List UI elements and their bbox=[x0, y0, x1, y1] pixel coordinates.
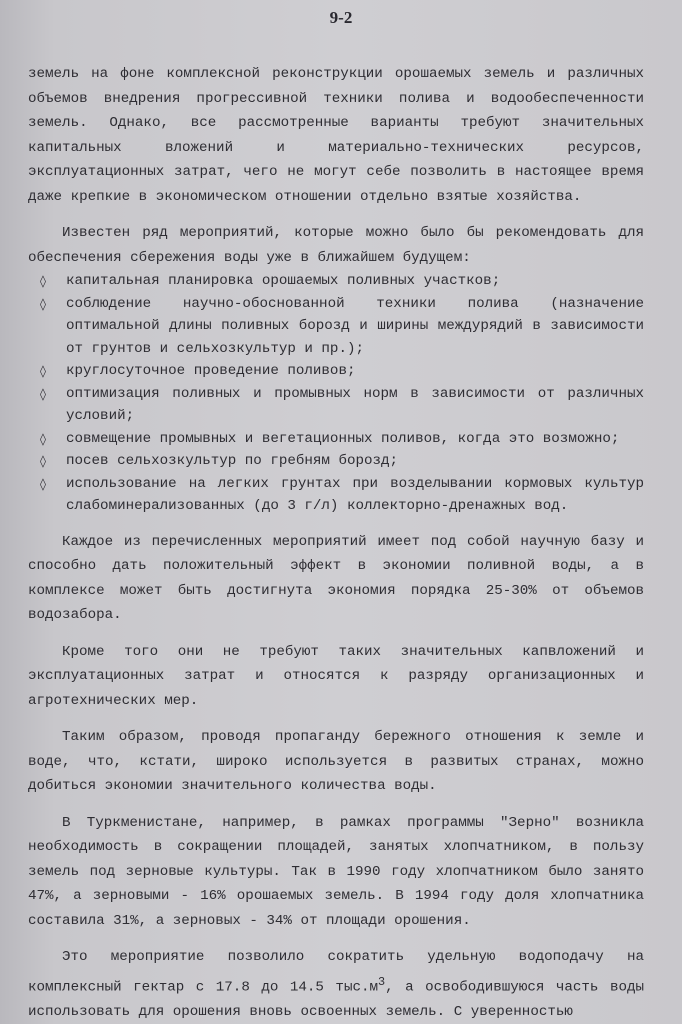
list-item bbox=[28, 360, 644, 383]
paragraph-text: Это мероприятие позволило сократить удельную водоподачу на комплексный гектар с 17.8 до 14.5 тыс.м bbox=[28, 949, 644, 996]
diamond-bullet-icon: ◊ bbox=[40, 431, 46, 446]
list-item-text: соблюдение научно-обоснованной техники полива (назначение оптимальной длины поливных борозд и ширины междурядий в зависимости от грунтов и сельхозкультур и пр.); bbox=[66, 295, 644, 357]
list-item bbox=[28, 383, 644, 428]
list-item-text: использование на легких грунтах при возделывании кормовых культур слабоминерализованных (до 3 г/л) коллекторно-дренажных вод. bbox=[66, 475, 644, 514]
list-item bbox=[28, 450, 644, 473]
diamond-bullet-icon: ◊ bbox=[40, 296, 46, 311]
list-item bbox=[28, 270, 644, 293]
measures-list bbox=[28, 270, 644, 518]
paragraph: земель на фоне комплексной реконструкции орошаемых земель и различных объемов внедрения прогрессивной техники полива и водообеспеченности земель. Однако, все рассмотренные варианты требуют значительных капитальных вложений и материально-технических ресурсов, эксплуатационных затрат, чего не могут себе позволить в настоящее время даже крепкие в экономическом отношении отдельно взятые хозяйства. bbox=[28, 66, 644, 205]
list-item bbox=[28, 293, 644, 361]
paragraph: Кроме того они не требуют таких значительных капвложений и эксплуатационных затрат и относятся к разряду организационных и агротехнических мер. bbox=[28, 643, 644, 709]
page-number: 9-2 bbox=[329, 8, 353, 27]
paragraph-text: , а освободившуюся часть воды использовать для орошения вновь освоенных земель. С уверенностью bbox=[28, 979, 645, 1020]
paragraph: В Туркменистане, например, в рамках программы "Зерно" возникла необходимость в сокращении площадей, занятых хлопчатником, в пользу земель под зерновые культуры. Так в 1990 году хлопчатником было занято 47%, а зерновыми - 16% орошаемых земель. В 1994 году доля хлопчатника составила 31%, а зерновых - 34% от площади орошения. bbox=[28, 814, 644, 929]
list-item-text: круглосуточное проведение поливов; bbox=[66, 363, 356, 379]
list-item bbox=[28, 473, 644, 518]
diamond-bullet-icon: ◊ bbox=[40, 454, 46, 468]
list-item-text: капитальная планировка орошаемых поливных участков; bbox=[66, 273, 501, 289]
diamond-bullet-icon: ◊ bbox=[40, 386, 46, 401]
paragraph bbox=[28, 945, 644, 1024]
document-body bbox=[28, 62, 644, 1024]
list-item-text: посев сельхозкультур по гребням борозд; bbox=[66, 453, 399, 469]
paragraph: Известен ряд мероприятий, которые можно было бы рекомендовать для обеспечения сбережения воды уже в ближайшем будущем: bbox=[28, 225, 644, 266]
superscript-exponent: 3 bbox=[378, 974, 386, 989]
paragraph: Каждое из перечисленных мероприятий имеет под собой научную базу и способно дать положительный эффект в экономии поливной воды, а в комплексе может быть достигнута экономия порядка 25-30% от объемов водозабора. bbox=[28, 533, 644, 623]
paragraph: Таким образом, проводя пропаганду бережного отношения к земле и воде, что, кстати, широко используется в развитых странах, можно добиться экономии значительного количества воды. bbox=[28, 729, 644, 794]
list-item-text: совмещение промывных и вегетационных поливов, когда это возможно; bbox=[66, 430, 620, 447]
diamond-bullet-icon: ◊ bbox=[40, 274, 46, 288]
list-item bbox=[28, 428, 644, 451]
diamond-bullet-icon: ◊ bbox=[40, 364, 46, 378]
diamond-bullet-icon: ◊ bbox=[40, 476, 46, 491]
list-item-text: оптимизация поливных и промывных норм в зависимости от различных условий; bbox=[66, 385, 644, 424]
